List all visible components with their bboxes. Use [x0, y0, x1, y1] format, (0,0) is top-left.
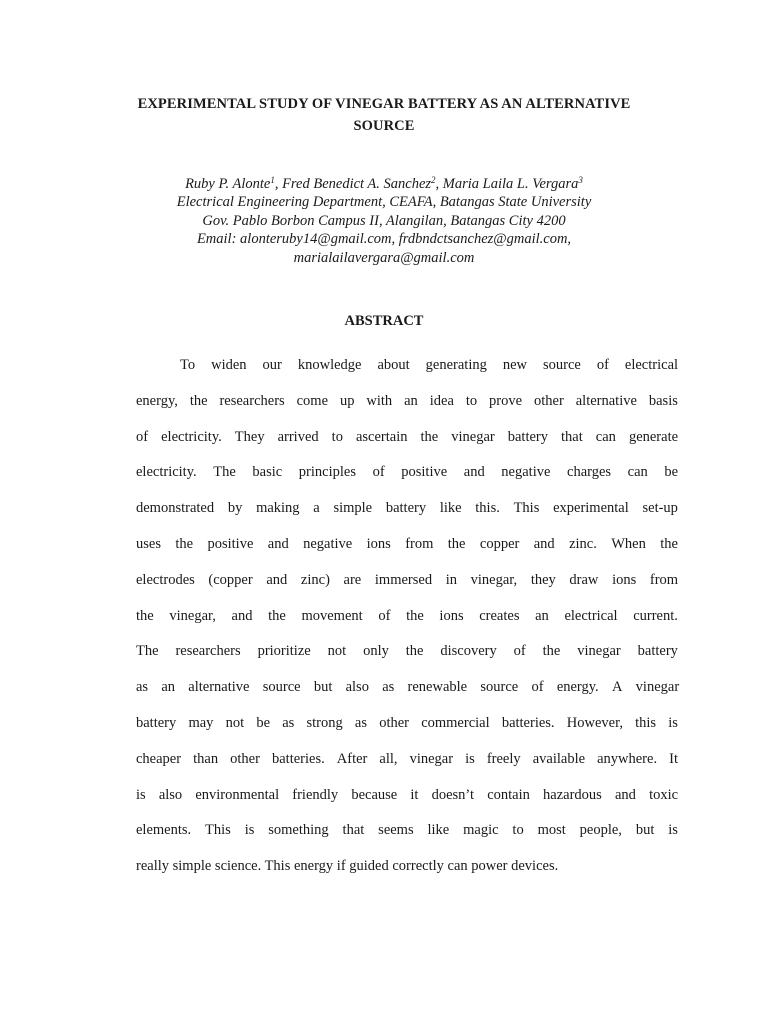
abstract-line: energy, the researchers come up with an idea to prove other alternative basis: [136, 392, 678, 409]
abstract-line: electricity. The basic principles of positive and negative charges can be: [136, 464, 679, 481]
author-separator: ,: [274, 176, 283, 192]
abstract-line: cheaper than other batteries. After all, vinegar is freely available anywhere. It: [136, 750, 678, 767]
author-list: [110, 175, 658, 193]
abstract-line: the vinegar, and the movement of the ions creates an electrical current.: [136, 607, 678, 624]
author-3-affiliation-mark: 3: [578, 175, 583, 185]
title-line-1: EXPERIMENTAL STUDY OF VINEGAR BATTERY AS AN ALTERNATIVE: [137, 96, 631, 112]
abstract-line: demonstrated by making a simple battery like this. This experimental set-up: [136, 500, 678, 517]
author-1-affiliation-mark: 1: [270, 175, 275, 185]
author-2-affiliation-mark: 2: [431, 175, 436, 185]
author-2: Fred Benedict A. Sanchez: [282, 176, 432, 192]
abstract-line: is also environmental friendly because it doesn’t contain hazardous and toxic: [136, 786, 679, 803]
affiliation-line-2: Gov. Pablo Borbon Campus II, Alangilan, Batangas City 4200: [202, 212, 566, 229]
abstract-heading: ABSTRACT: [344, 313, 424, 329]
abstract-line: as an alternative source but also as renewable source of energy. A vinegar: [136, 679, 680, 696]
abstract-line: electrodes (copper and zinc) are immersed in vinegar, they draw ions from: [136, 571, 679, 588]
abstract-body: [136, 354, 678, 891]
author-block: [110, 175, 658, 267]
email-line-1: Email: alonteruby14@gmail.com, frdbndctsanchez@gmail.com,: [196, 231, 572, 248]
paper-title: [120, 93, 648, 137]
author-1: Ruby P. Alonte: [185, 176, 271, 192]
title-line-2: SOURCE: [353, 118, 415, 134]
abstract-line: To widen our knowledge about generating new source of electrical: [180, 357, 679, 373]
author-separator: ,: [435, 176, 443, 192]
email-line-2: marialailavergara@gmail.com: [293, 249, 475, 266]
author-3: Maria Laila L. Vergara: [442, 176, 579, 192]
affiliation-line-1: Electrical Engineering Department, CEAFA, Batangas State University: [176, 194, 592, 211]
abstract-line: of electricity. They arrived to ascertain the vinegar battery that can generate: [136, 428, 679, 445]
abstract-line: elements. This is something that seems like magic to most people, but is: [136, 822, 678, 839]
abstract-line-last: really simple science. This energy if guided correctly can power devices.: [136, 858, 559, 875]
abstract-line: battery may not be as strong as other commercial batteries. However, this is: [136, 714, 678, 731]
abstract-line: The researchers prioritize not only the discovery of the vinegar battery: [136, 643, 678, 660]
abstract-line: uses the positive and negative ions from the copper and zinc. When the: [136, 535, 678, 552]
